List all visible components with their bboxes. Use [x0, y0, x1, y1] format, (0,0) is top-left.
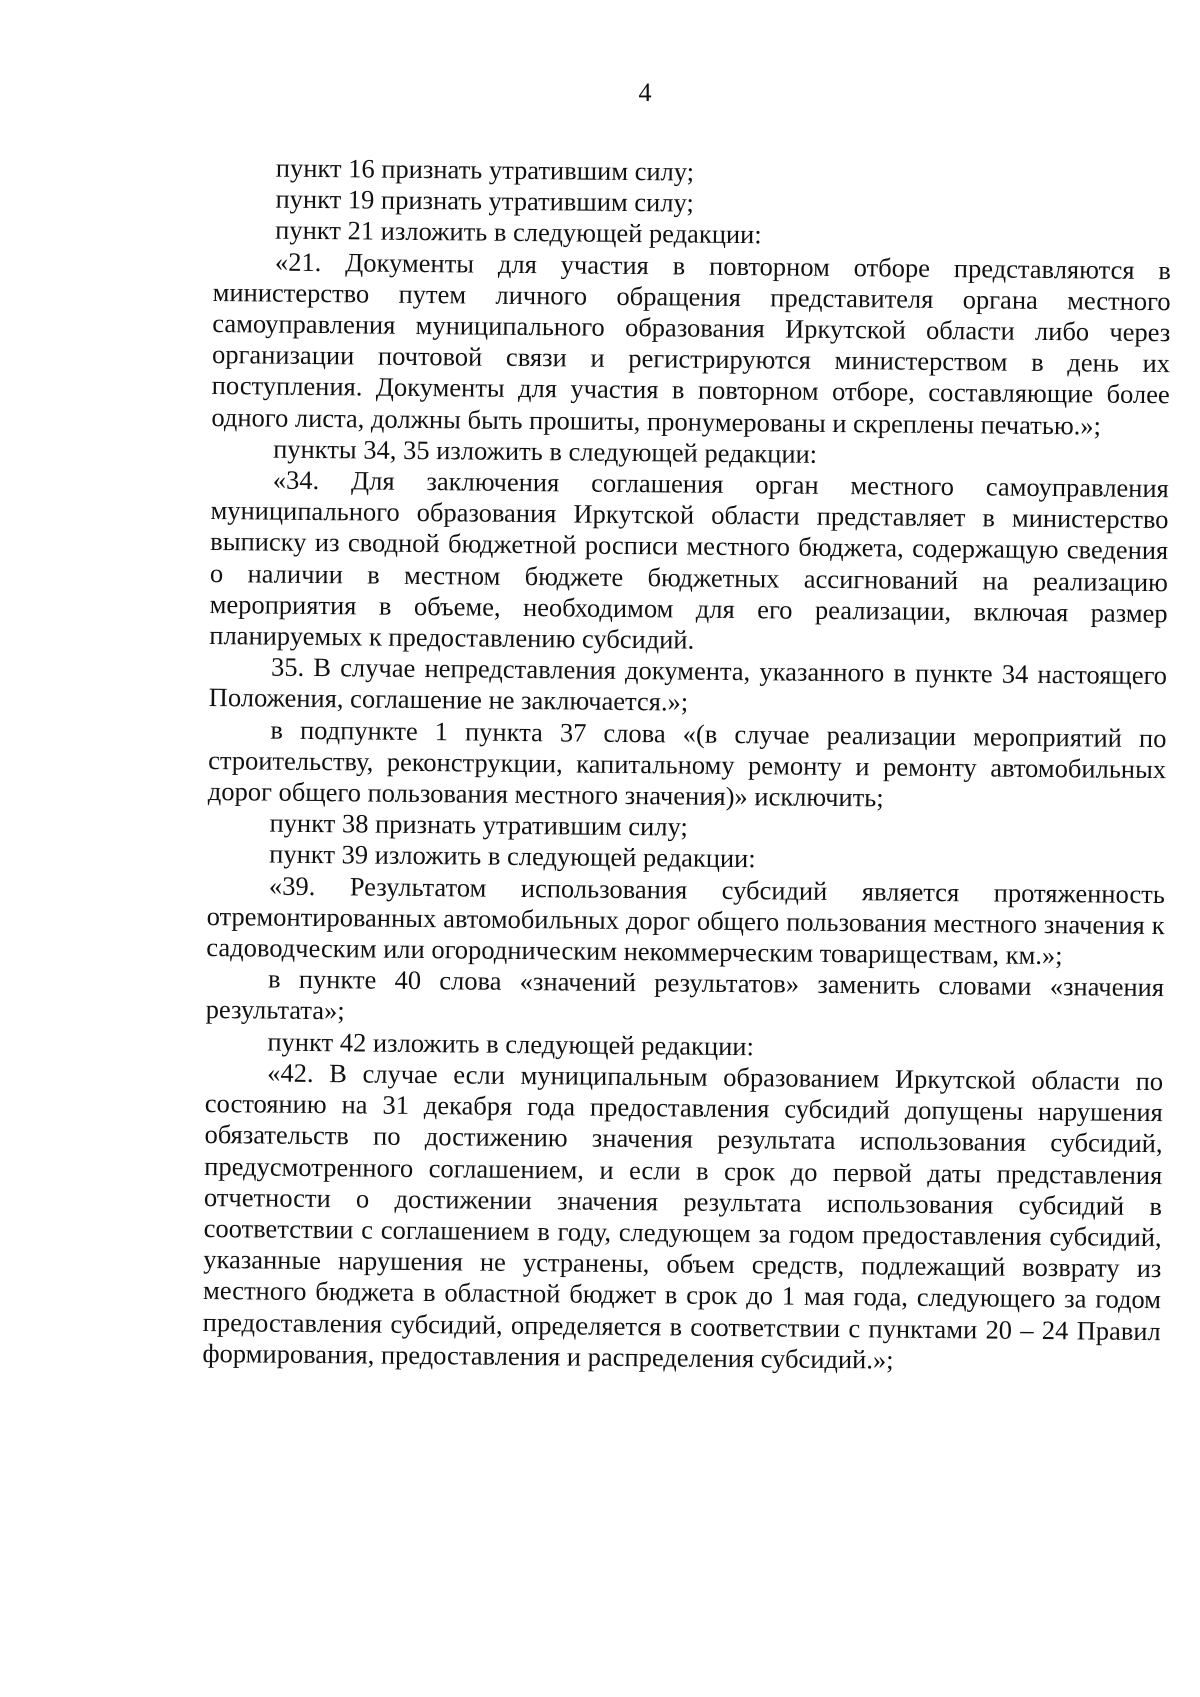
paragraph-item-21-text: «21. Документы для участия в повторном отборе представляются в министерство путем личного обращения представителя органа местного самоуправления муниципального образования Иркутской области либо через организации почтовой связи и регистрируются министерством в день их поступления. Документы для участия в повторном отборе, составляющие более одного листа, должны быть прошиты, пронумерованы и скреплены печатью.»;	[211, 246, 1172, 441]
paragraph-item-16: пункт 16 признать утратившим силу;	[275, 152, 695, 187]
paragraph-item-42-text: «42. В случае если муниципальным образованием Иркутской области по состоянию на 31 декабря года предоставления субсидий допущены нарушения обязательств по достижению значения результата использования субсидий, предусмотренного соглашением, и если в срок до первой даты представления отчетности о достижении значения результата использования субсидий в соответствии с соглашением в году, следующем за годом предоставления субсидий, указанные нарушения не устранены, объем средств, подлежащий возврату из местного бюджета в областной бюджет в срок до 1 мая года, следующего за годом предоставления субсидий, определяется в соответствии с пунктами 20 – 24 Правил формирования, предоставления и распределения субсидий.»;	[202, 1057, 1164, 1375]
paragraph-item-35-text: 35. В случае непредставления документа, указанного в пункте 34 настоящего Положения, соглашение не заключается.»;	[208, 651, 1168, 718]
document-body	[202, 152, 1172, 1378]
paragraph-item-37-amendment: в подпункте 1 пункта 37 слова «(в случае реализации мероприятий по строительству, реконструкции, капитальному ремонту и ремонту автомобильных дорог общего пользования местного значения)» исключить;	[207, 714, 1167, 813]
paragraph-items-34-35-intro: пункты 34, 35 изложить в следующей редакции:	[273, 433, 818, 469]
paragraph-item-42-intro: пункт 42 изложить в следующей редакции:	[267, 1026, 755, 1061]
paragraph-item-39-text: «39. Результатом использования субсидий является протяженность отремонтированных автомобильных дорог общего пользования местного значения к садоводческим или огородническим некоммерческим товариществам, км.»;	[206, 870, 1166, 971]
paragraph-item-40-amendment: в пункте 40 слова «значений результатов» заменить словами «значения результата»;	[205, 963, 1165, 1026]
paragraph-item-21-intro: пункт 21 изложить в следующей редакции:	[275, 214, 762, 250]
paragraph-item-38: пункт 38 признать утратившим силу;	[269, 807, 688, 842]
page-number: 4	[638, 78, 652, 107]
paragraph-item-19: пункт 19 признать утратившим силу;	[275, 183, 694, 218]
paragraph-item-39-intro: пункт 39 изложить в следующей редакции:	[269, 839, 756, 874]
paragraph-item-34-text: «34. Для заключения соглашения орган местного самоуправления муниципального образования Иркутской области представляет в министерство выписку из сводной бюджетной росписи местного бюджета, содержащую сведения о наличии в местном бюджете бюджетных ассигнований на реализацию мероприятия в объеме, необходимом для его реализации, включая размер планируемых к предоставлению субсидий.	[209, 464, 1169, 655]
